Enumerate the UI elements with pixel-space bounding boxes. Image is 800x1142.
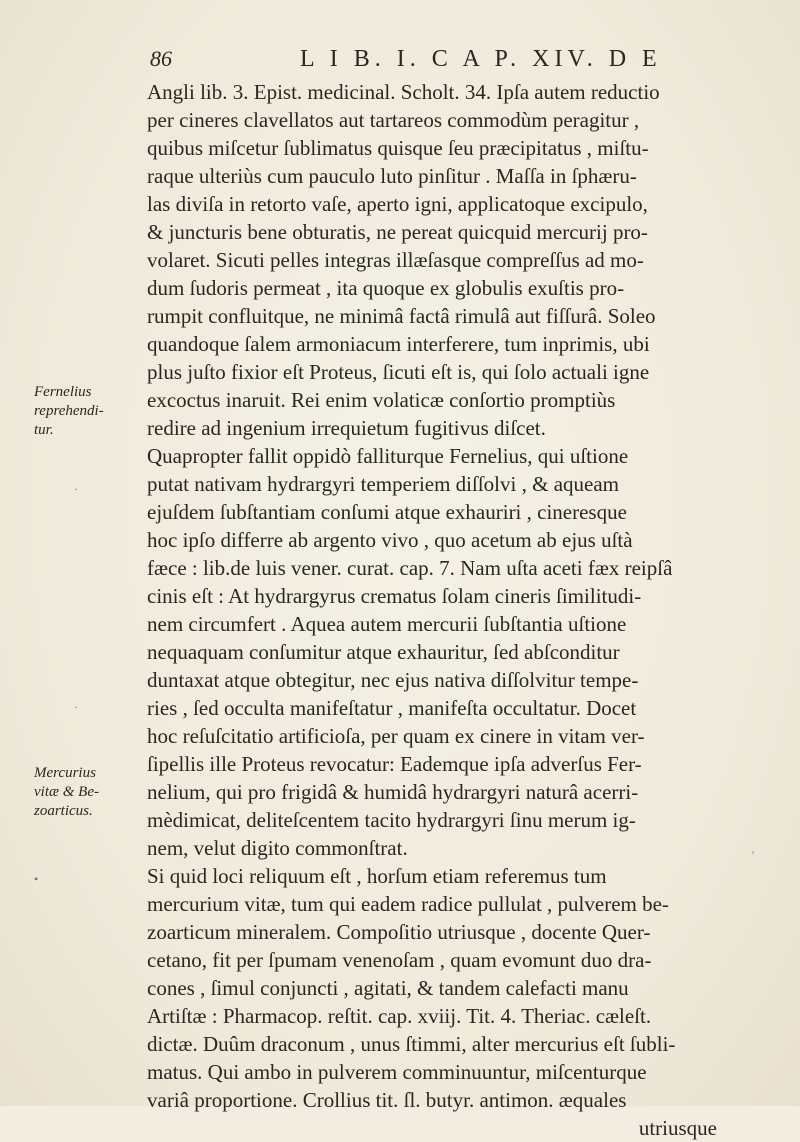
text-line: dum ſudoris permeat , ita quoque ex globulis exuſtis pro-	[147, 276, 625, 300]
text-line: ejuſdem ſubſtantiam conſumi atque exhauriri , cineresque	[147, 500, 627, 524]
text-line: putat nativam hydrargyri temperiem diſſolvi , & aqueam	[147, 472, 619, 496]
page-number: 86	[150, 46, 172, 71]
text-line: mèdimicat, deliteſcentem tacito hydrargyri ſinu merum ig-	[147, 808, 636, 832]
text-line: matus. Qui ambo in pulverem comminuuntur, miſcenturque	[147, 1060, 647, 1084]
text-line: ſipellis ille Proteus revocatur: Eademque ipſa adverſus Fer-	[147, 752, 642, 776]
stray-mark: ·	[74, 700, 78, 714]
text-line: raque ulteriùs cum pauculo luto pinſitur . Maſſa in ſphæru-	[147, 164, 637, 188]
text-line: quandoque ſalem armoniacum interferere, tum inprimis, ubi	[147, 332, 650, 356]
margin-note-fernelius	[34, 383, 134, 440]
text-line: dictæ. Duûm draconum , unus ſtimmi, alter mercurius eſt ſubli-	[147, 1032, 676, 1056]
text-line: nem, velut digito commonſtrat.	[147, 836, 408, 860]
text-line: volaret. Sicuti pelles integras illæſasque compreſſus ad mo-	[147, 248, 644, 272]
text-line: rumpit confluitque, ne minimâ factâ rimulâ aut fiſſurâ. Soleo	[147, 304, 656, 328]
text-line: mercurium vitæ, tum qui eadem radice pullulat , pulverem be-	[147, 892, 669, 916]
text-line: redire ad ingenium irrequietum fugitivus diſcet.	[147, 416, 546, 440]
text-line: ries , ſed occulta manifeſtatur , manifeſta occultatur. Docet	[147, 696, 637, 720]
text-line: & juncturis bene obturatis, ne pereat quicquid mercurij pro-	[147, 220, 648, 244]
text-line: excoctus inaruit. Rei enim volaticæ conſortio promptiùs	[147, 388, 616, 412]
text-line: Quapropter fallit oppidò falliturque Fernelius, qui uſtione	[147, 444, 629, 468]
text-line: Si quid loci reliquum eſt , horſum etiam referemus tum	[147, 864, 607, 888]
text-line: hoc ipſo differre ab argento vivo , quo acetum ab ejus uſtà	[147, 528, 633, 552]
margin-note-line: reprehendi-	[34, 403, 104, 419]
text-line: hoc reſuſcitatio artificioſa, per quam ex cinere in vitam ver-	[147, 724, 645, 748]
margin-note-line: vitæ & Be-	[34, 784, 99, 800]
stray-mark: ·	[74, 482, 78, 496]
text-line: fæce : lib.de luis vener. curat. cap. 7. Nam uſta aceti fæx reipſâ	[147, 556, 673, 580]
text-line: zoarticum mineralem. Compoſitio utriusque , docente Quer-	[147, 920, 651, 944]
text-line: cetano, fit per ſpumam venenoſam , quam evomunt duo dra-	[147, 948, 652, 972]
running-head-title: L I B. I. C A P. XIV. D E	[300, 46, 662, 72]
text-line: per cineres clavellatos aut tartareos commodùm peragitur ,	[147, 108, 640, 132]
body-text	[147, 78, 717, 1142]
text-line: nequaquam conſumitur atque exhauritur, ſed abſconditur	[147, 640, 620, 664]
text-line: cones , ſimul conjuncti , agitati, & tandem calefacti manu	[147, 976, 629, 1000]
text-line: variâ proportione. Crollius tit. ſl. butyr. antimon. æquales	[147, 1088, 627, 1112]
text-line: nem circumfert . Aquea autem mercurii ſubſtantia uſtione	[147, 612, 627, 636]
text-line: Artiſtæ : Pharmacop. reſtit. cap. xviij. Tit. 4. Theriac. cæleſt.	[147, 1004, 652, 1028]
margin-note-line: Fernelius	[34, 384, 92, 400]
catchword: utriusque	[638, 1116, 717, 1140]
margin-note-line: zoarticus.	[34, 803, 93, 819]
margin-note-line: tur.	[34, 422, 54, 438]
margin-note-line: Mercurius	[34, 765, 96, 781]
text-line: Angli lib. 3. Epist. medicinal. Scholt. 34. Ipſa autem reductio	[147, 80, 660, 104]
margin-note-mercurius	[34, 764, 134, 821]
text-line: plus juſto fixior eſt Proteus, ſicuti eſt is, qui ſolo actuali igne	[147, 360, 650, 384]
text-line: duntaxat atque obtegitur, nec ejus nativa diſſolvitur tempe-	[147, 668, 639, 692]
text-line: nelium, qui pro frigidâ & humidâ hydrargyri naturâ acerri-	[147, 780, 639, 804]
text-line: quibus miſcetur ſublimatus quisque ſeu præcipitatus , miſtu-	[147, 136, 649, 160]
running-head	[150, 46, 710, 76]
text-line: cinis eſt : At hydrargyrus crematus ſolam cineris ſimilitudi-	[147, 584, 642, 608]
stray-mark: •	[34, 872, 39, 886]
text-line: las diviſa in retorto vaſe, aperto igni, applicatoque excipulo,	[147, 192, 648, 216]
stray-mark: '	[752, 848, 755, 862]
